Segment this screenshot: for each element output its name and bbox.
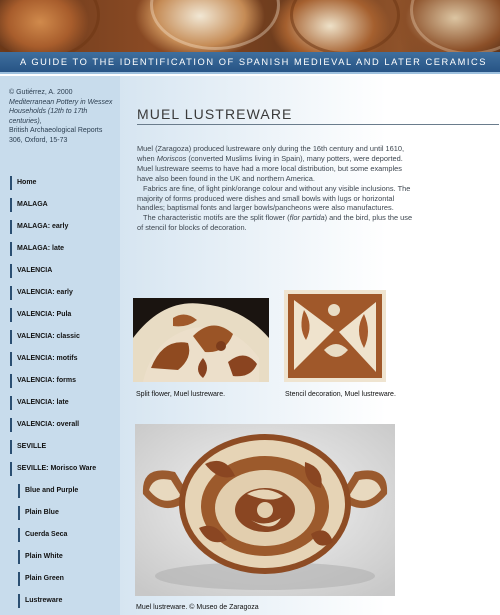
sidebar-item-malaga[interactable]: MALAGA [10, 198, 118, 212]
paragraph-1: Muel (Zaragoza) produced lustreware only during the 16th century and until 1610, when Moriscos (converted Muslims living in Spain), many potters, were deported. Muel lustreware seems to have had a more local distribution, but some examples have also been found in the UK and northern America. [137, 144, 405, 183]
sidebar-item-valencia-classic[interactable]: VALENCIA: classic [10, 330, 118, 344]
stencil-decoration-photo [284, 290, 386, 382]
muel-bowl-photo [135, 424, 395, 596]
sidebar-item-valencia-late[interactable]: VALENCIA: late [10, 396, 118, 410]
citation [9, 88, 113, 146]
citation-author: © Gutiérrez, A. 2000 [9, 89, 73, 96]
sidebar-item-plain-white[interactable]: Plain White [18, 550, 118, 564]
sidebar-item-valencia-forms[interactable]: VALENCIA: forms [10, 374, 118, 388]
main-content [120, 76, 500, 615]
paragraph-2: Fabrics are fine, of light pink/orange colour and without any visible inclusions. The majority of forms produced were dishes and small bowls with lugs or horizontal handles; baptismal fonts and larger bowls/pancheons were also manufactures. [137, 183, 411, 213]
sidebar-item-valencia[interactable]: VALENCIA [10, 264, 118, 278]
sidebar-item-home[interactable]: Home [10, 176, 118, 190]
header-banner-image [0, 0, 500, 52]
sidebar-item-plain-green[interactable]: Plain Green [18, 572, 118, 586]
split-flower-photo [133, 298, 269, 382]
caption-bowl: Muel lustreware. © Museo de Zaragoza [136, 604, 259, 611]
sidebar-item-blue-and-purple[interactable]: Blue and Purple [18, 484, 118, 498]
sidebar-item-valencia-overall[interactable]: VALENCIA: overall [10, 418, 118, 432]
sidebar-item-seville[interactable]: SEVILLE [10, 440, 118, 454]
sidebar-item-malaga-late[interactable]: MALAGA: late [10, 242, 118, 256]
caption-stencil: Stencil decoration, Muel lustreware. [285, 391, 396, 398]
article-body [137, 144, 417, 233]
citation-publisher: British Archaeological Reports 306, Oxford, 15-73 [9, 127, 103, 144]
site-title-bar [0, 52, 500, 74]
site-title: A GUIDE TO THE IDENTIFICATION OF SPANISH MEDIEVAL AND LATER CERAMICS [20, 57, 488, 67]
sidebar-item-plain-blue[interactable]: Plain Blue [18, 506, 118, 520]
sidebar-item-malaga-early[interactable]: MALAGA: early [10, 220, 118, 234]
sidebar [0, 76, 120, 615]
sidebar-item-valencia-pula[interactable]: VALENCIA: Pula [10, 308, 118, 322]
page-title: MUEL LUSTREWARE [137, 106, 293, 122]
sidebar-item-seville-morisco-ware[interactable]: SEVILLE: Morisco Ware [10, 462, 118, 476]
sidebar-item-valencia-motifs[interactable]: VALENCIA: motifs [10, 352, 118, 366]
sidebar-item-lustreware[interactable]: Lustreware [18, 594, 118, 608]
sidebar-item-cuerda-seca[interactable]: Cuerda Seca [18, 528, 118, 542]
citation-title: Mediterranean Pottery in Wessex Households (12th to 17th centuries), [9, 98, 113, 125]
paragraph-3: The characteristic motifs are the split flower (flor partida) and the bird, plus the use of stencil for blocks of decoration. [137, 213, 413, 233]
caption-split-flower: Split flower, Muel lustreware. [136, 391, 226, 398]
sidebar-item-valencia-early[interactable]: VALENCIA: early [10, 286, 118, 300]
title-divider [137, 124, 499, 125]
